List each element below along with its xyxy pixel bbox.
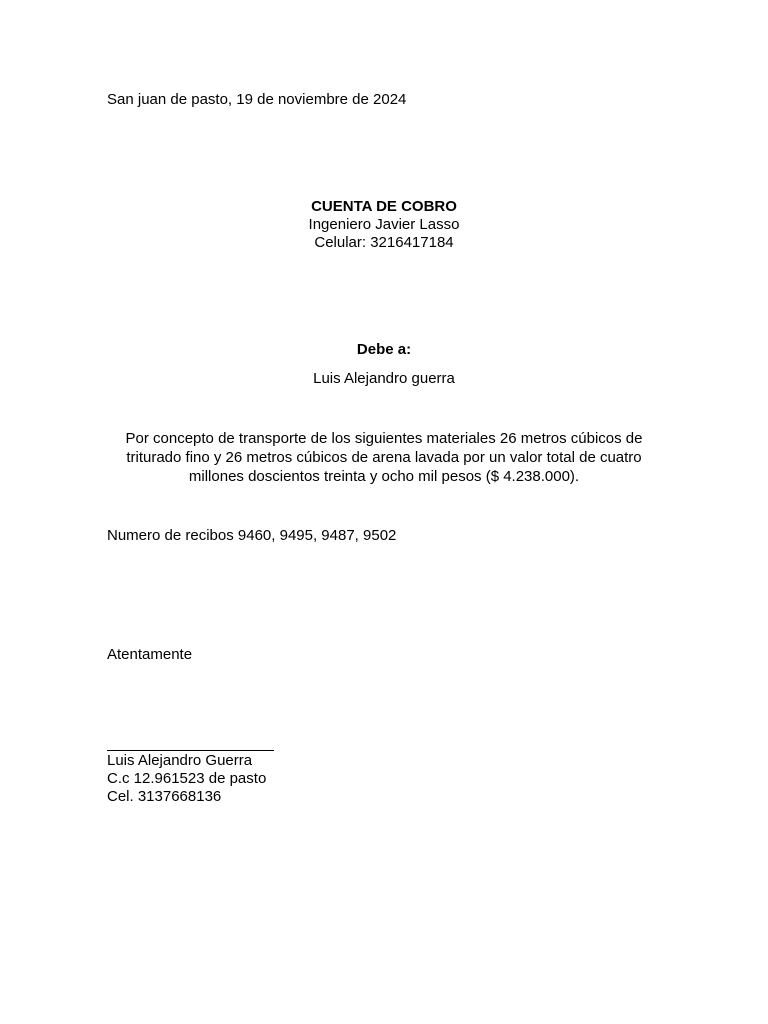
receipt-numbers: Numero de recibos 9460, 9495, 9487, 9502 xyxy=(107,527,397,544)
creditor-name: Luis Alejandro guerra xyxy=(313,370,455,387)
place-date: San juan de pasto, 19 de noviembre de 2024 xyxy=(107,91,407,108)
document-title: CUENTA DE COBRO xyxy=(311,198,457,215)
addressee-phone: Celular: 3216417184 xyxy=(314,234,454,251)
signature-line xyxy=(107,750,274,751)
concept-paragraph: Por concepto de transporte de los siguientes materiales 26 metros cúbicos de triturado fino y 26 metros cúbicos de arena lavada por un valor total de cuatro millones doscientos treinta y ocho mil pesos ($ 4.238.000). xyxy=(125,430,643,485)
debtor-label: Debe a: xyxy=(356,341,412,358)
addressee-name: Ingeniero Javier Lasso xyxy=(308,216,460,233)
signature-phone: Cel. 3137668136 xyxy=(107,788,222,805)
signature-name: Luis Alejandro Guerra xyxy=(107,752,253,769)
closing-text: Atentamente xyxy=(107,646,193,663)
signature-id: C.c 12.961523 de pasto xyxy=(107,770,267,787)
